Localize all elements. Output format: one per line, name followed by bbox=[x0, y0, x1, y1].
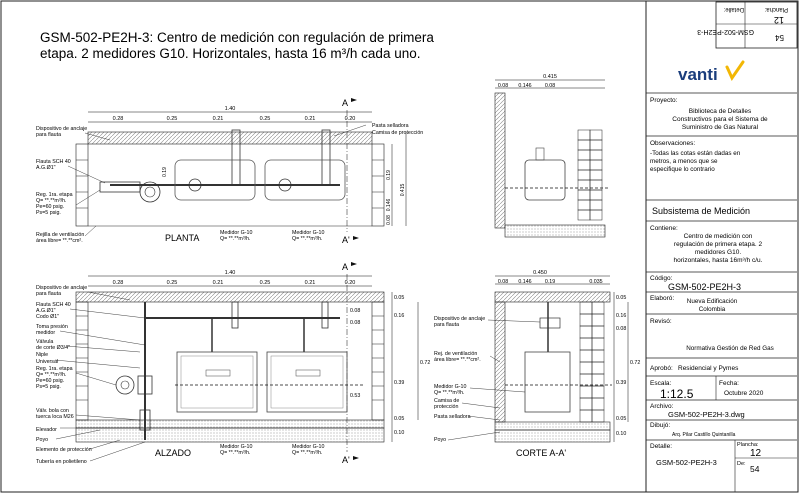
alzado-label: de corte Ø3/4" bbox=[36, 345, 70, 351]
corte-top-dim: 0.146 bbox=[518, 83, 532, 89]
corte-label: protección bbox=[434, 404, 459, 410]
rotated-plancha-label: Plancha: bbox=[764, 6, 788, 12]
alzado-view-title: ALZADO bbox=[155, 448, 192, 458]
alzado-label: tuerca loca M26 bbox=[36, 414, 74, 420]
planta-section-mark-bottom: A' bbox=[342, 235, 350, 245]
elaboro-label: Elaboró: bbox=[650, 295, 675, 302]
planta-vdim: 0.19 bbox=[386, 170, 392, 180]
planta-label: A.G.Ø1" bbox=[36, 165, 56, 171]
proyecto-line-1: Biblioteca de Detalles bbox=[688, 108, 752, 115]
planta-dim: 0.25 bbox=[259, 116, 271, 122]
planta-section-mark-top: A bbox=[342, 98, 349, 108]
corte-dim: 0.035 bbox=[589, 279, 603, 285]
contiene-label: Contiene: bbox=[650, 225, 678, 232]
section-arrow-icon bbox=[353, 236, 359, 240]
planta-dim: 0.21 bbox=[304, 116, 316, 122]
corte-plan-view bbox=[495, 74, 610, 237]
alzado-dim: 0.25 bbox=[166, 280, 178, 286]
plancha-value: 12 bbox=[750, 448, 762, 459]
detalle-label: Detalle: bbox=[650, 443, 673, 450]
alzado-floor bbox=[76, 428, 384, 442]
corte-dim-total: 0.450 bbox=[533, 270, 547, 276]
corte-top-dim-total: 0.415 bbox=[543, 74, 557, 80]
reviso-value: Normativa Gestión de Red Gas bbox=[686, 345, 774, 352]
planta-label-right: Pasta selladora bbox=[372, 123, 409, 129]
alzado-label: Ps=5 psig. bbox=[36, 384, 61, 390]
planta-label: Reg. 1ra. etapa bbox=[36, 192, 73, 198]
alzado-label: para flauta bbox=[36, 291, 62, 297]
alzado-label: Q= **.**m³/h. bbox=[36, 372, 67, 378]
aprobo-label: Aprobó: bbox=[650, 365, 673, 372]
planta-vdim: 0.146 bbox=[386, 198, 392, 212]
rotated-detalle-value: GSM-502-PE2H-3 bbox=[697, 28, 754, 35]
planta-label: Ps=5 psig. bbox=[36, 210, 61, 216]
title-line-2: etapa. 2 medidores G10. Horizontales, hasta 16 m³/h cada uno. bbox=[40, 46, 421, 61]
planta-meter-1 bbox=[175, 160, 255, 200]
proyecto-label: Proyecto: bbox=[650, 97, 678, 104]
elaboro-line-2: Colombia bbox=[698, 306, 726, 313]
corte-label: Poyo bbox=[434, 437, 447, 443]
alzado-medidor-1: Medidor G-10 bbox=[220, 444, 253, 450]
fecha-label: Fecha: bbox=[719, 380, 739, 387]
alzado-medidor-2-q: Q= **.**m³/h. bbox=[292, 450, 323, 456]
corte-vdim: 0.16 bbox=[616, 313, 627, 319]
alzado-label: Toma presión bbox=[36, 324, 68, 330]
alzado-dim: 0.21 bbox=[304, 280, 316, 286]
alzado-label: Codo Ø1" bbox=[36, 314, 60, 320]
alzado-dim-total: 1.40 bbox=[224, 270, 236, 276]
planta-meter-2 bbox=[265, 160, 345, 200]
de-label: De: bbox=[737, 461, 746, 467]
corte-label: para flauta bbox=[434, 322, 460, 328]
reviso-label: Revisó: bbox=[650, 318, 672, 325]
brand-logo: vanti bbox=[678, 65, 718, 84]
planta-medidor-2: Medidor G-10 bbox=[292, 230, 325, 236]
corte-label: Pasta selladora bbox=[434, 414, 471, 420]
alzado-vdim: 0.08 bbox=[350, 320, 361, 326]
observaciones-label: Observaciones: bbox=[650, 140, 696, 147]
planta-vdim: 0.08 bbox=[386, 215, 392, 225]
planta-label: Flauta SCH 40 bbox=[36, 159, 71, 165]
observaciones-line-3: especifique lo contrario bbox=[650, 166, 715, 173]
alzado-vdim: 0.53 bbox=[350, 393, 361, 399]
section-arrow-icon bbox=[353, 456, 359, 460]
corte-label: Camisa de bbox=[434, 398, 460, 404]
codigo-value: GSM-502-PE2H-3 bbox=[668, 282, 742, 292]
alzado-vdim: 0.72 bbox=[420, 360, 431, 366]
alzado-meter-1 bbox=[177, 352, 257, 412]
rotated-plancha-value: 12 bbox=[773, 15, 784, 25]
alzado-label: Universal bbox=[36, 359, 59, 365]
elaboro-line-1: Nueva Edificación bbox=[686, 298, 738, 305]
corte-vdim: 0.72 bbox=[630, 360, 641, 366]
alzado-label: Reg. 1ra. etapa bbox=[36, 366, 73, 372]
alzado-label: Niple bbox=[36, 352, 49, 358]
corte-vdim: 0.05 bbox=[616, 295, 627, 301]
corte-label: área libre= **.**cm². bbox=[434, 357, 481, 363]
planta-medidor-1-q: Q= **.**m³/h. bbox=[220, 236, 251, 242]
corte-dim: 0.19 bbox=[544, 279, 556, 285]
planta-label-right: Camisa de protección bbox=[372, 130, 424, 136]
rotated-detalle-label: Detalle: bbox=[723, 6, 744, 12]
section-arrow-icon bbox=[351, 98, 357, 102]
proyecto-line-3: Suministro de Gas Natural bbox=[681, 124, 759, 131]
planta-vdim: 0.415 bbox=[400, 183, 406, 197]
fecha-value: Octubre 2020 bbox=[724, 390, 764, 397]
plancha-label: Plancha: bbox=[737, 442, 759, 448]
planta-label: área libre= **.**cm². bbox=[36, 238, 83, 244]
codigo-label: Código: bbox=[650, 275, 673, 282]
corte-dim: 0.08 bbox=[497, 279, 509, 285]
corte-view-title: CORTE A-A' bbox=[516, 448, 567, 458]
escala-label: Escala: bbox=[650, 380, 672, 387]
corte-plan-meter bbox=[525, 160, 565, 200]
alzado-label: Dispositivo de anclaje bbox=[36, 285, 88, 291]
alzado-label: Pe=60 psig. bbox=[36, 378, 65, 384]
contiene-line-1: Centro de medición con bbox=[683, 233, 753, 240]
archivo-label: Archivo: bbox=[650, 403, 674, 410]
planta-label: Q= **.**m³/h. bbox=[36, 198, 67, 204]
alzado-label: Elemento de protección bbox=[36, 447, 92, 453]
aprobo-value: Residencial y Pymes bbox=[678, 365, 739, 372]
alzado-medidor-1-q: Q= **.**m³/h. bbox=[220, 450, 251, 456]
alzado-dim: 0.21 bbox=[212, 280, 224, 286]
alzado-dim: 0.25 bbox=[259, 280, 271, 286]
contiene-line-2: regulación de primera etapa. 2 bbox=[673, 241, 763, 248]
corte-label: Dispositivo de anclaje bbox=[434, 316, 486, 322]
planta-label: Dispositivo de anclaje bbox=[36, 126, 88, 132]
alzado-label: Flauta SCH 40 bbox=[36, 302, 71, 308]
observaciones-line-2: metros, a menos que se bbox=[650, 158, 718, 165]
de-value: 54 bbox=[750, 464, 760, 474]
alzado-label: Válvula bbox=[36, 339, 54, 345]
corte-top-dim: 0.08 bbox=[497, 83, 509, 89]
alzado-vdim: 0.39 bbox=[394, 380, 405, 386]
svg-text:0.19: 0.19 bbox=[162, 167, 168, 177]
observaciones-line-1: -Todas las cotas están dadas en bbox=[650, 150, 741, 157]
planta-medidor-1: Medidor G-10 bbox=[220, 230, 253, 236]
alzado-view bbox=[36, 262, 430, 465]
planta-label: Rejilla de ventilación bbox=[36, 232, 85, 238]
corte-top-dim: 0.08 bbox=[544, 83, 556, 89]
corte-vdim: 0.05 bbox=[616, 416, 627, 422]
alzado-dim: 0.20 bbox=[344, 280, 356, 286]
contiene-line-3: medidores G10. bbox=[694, 249, 742, 256]
alzado-vdim: 0.08 bbox=[350, 308, 361, 314]
alzado-dim: 0.28 bbox=[112, 280, 124, 286]
subsistema-title: Subsistema de Medición bbox=[652, 206, 751, 216]
corte-meter bbox=[525, 352, 570, 412]
alzado-section-mark-top: A bbox=[342, 262, 349, 272]
planta-view-title: PLANTA bbox=[165, 233, 200, 243]
alzado-section-mark-bottom: A' bbox=[342, 455, 350, 465]
rotated-total: 54 bbox=[775, 33, 784, 42]
alzado-vdim: 0.16 bbox=[394, 313, 405, 319]
alzado-label: A.G.Ø1" bbox=[36, 308, 56, 314]
planta-dim: 0.28 bbox=[112, 116, 124, 122]
dibujo-value: Arq. Pilar Castillo Quintanilla bbox=[672, 432, 736, 438]
alzado-label: Tubería en polietileno bbox=[36, 459, 87, 465]
planta-wall bbox=[88, 132, 372, 144]
title-line-1: GSM-502-PE2H-3: Centro de medición con regulación de primera bbox=[40, 30, 434, 45]
alzado-medidor-2: Medidor G-10 bbox=[292, 444, 325, 450]
corte-label: Medidor G-10 bbox=[434, 384, 467, 390]
alzado-top-slab bbox=[76, 292, 384, 302]
corte-vdim: 0.10 bbox=[616, 431, 627, 437]
alzado-label: medidor bbox=[36, 330, 56, 336]
planta-dim: 0.20 bbox=[344, 116, 356, 122]
alzado-meter-2 bbox=[267, 352, 347, 412]
planta-medidor-2-q: Q= **.**m³/h. bbox=[292, 236, 323, 242]
corte-view bbox=[434, 270, 640, 458]
alzado-vdim: 0.05 bbox=[394, 416, 405, 422]
corte-vdim: 0.39 bbox=[616, 380, 627, 386]
corte-vdim: 0.08 bbox=[616, 326, 627, 332]
archivo-value: GSM-502-PE2H-3.dwg bbox=[668, 410, 745, 419]
alzado-label: Poyo bbox=[36, 437, 49, 443]
corte-label: Q= **.**m³/h. bbox=[434, 390, 465, 396]
corte-label: Rej. de ventilación bbox=[434, 351, 478, 357]
planta-regulator bbox=[100, 182, 140, 192]
section-arrow-icon bbox=[351, 262, 357, 266]
planta-label: Pe=60 psig. bbox=[36, 204, 65, 210]
dibujo-label: Dibujó: bbox=[650, 422, 671, 429]
planta-dim: 0.25 bbox=[166, 116, 178, 122]
proyecto-line-2: Constructivos para el Sistema de bbox=[672, 116, 768, 123]
planta-view bbox=[36, 98, 423, 245]
planta-label: para flauta bbox=[36, 132, 62, 138]
alzado-regulator bbox=[116, 376, 134, 394]
corte-dim: 0.146 bbox=[518, 279, 532, 285]
alzado-label: Elevador bbox=[36, 427, 57, 433]
planta-dim-total: 1.40 bbox=[224, 106, 236, 112]
planta-dim: 0.21 bbox=[212, 116, 224, 122]
detalle-value: GSM-502-PE2H-3 bbox=[656, 458, 717, 467]
alzado-label: Válv. bola con bbox=[36, 408, 69, 414]
alzado-poyo bbox=[76, 420, 384, 428]
brand-check-icon bbox=[727, 62, 743, 78]
alzado-vdim: 0.10 bbox=[394, 430, 405, 436]
escala-value: 1:12.5 bbox=[660, 387, 694, 401]
contiene-line-4: horizontales, hasta 16m³/h c/u. bbox=[673, 257, 763, 264]
alzado-vdim: 0.05 bbox=[394, 295, 405, 301]
title-block bbox=[646, 2, 797, 492]
